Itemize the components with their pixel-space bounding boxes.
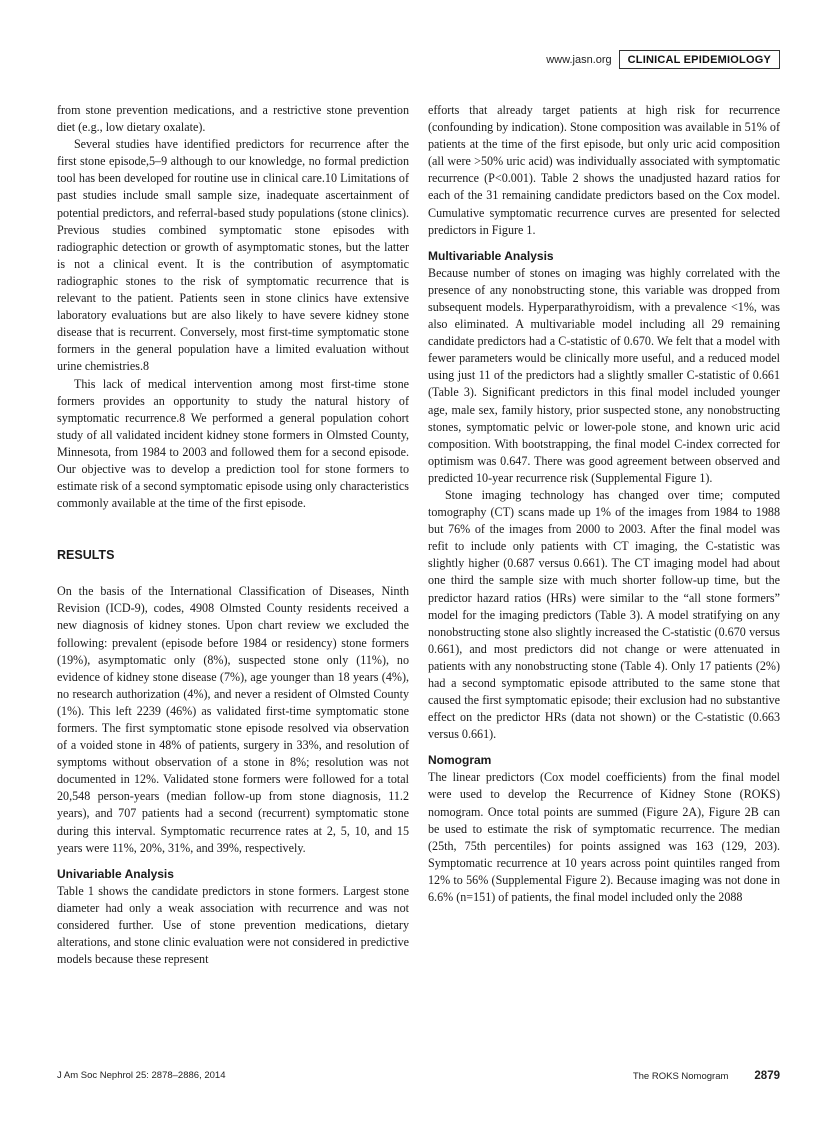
running-title: The ROKS Nomogram bbox=[632, 1071, 729, 1082]
footer-citation: J Am Soc Nephrol 25: 2878–2886, 2014 bbox=[57, 1070, 226, 1081]
footer-right bbox=[633, 1070, 780, 1082]
paragraph: Table 1 shows the candidate predictors in stone formers. Largest stone diameter had only a weak association with recurrence and was not considered further. Use of stone prevention medications, dietary alterations, and stone clinic evaluation were not considered in predictive models because these represent bbox=[57, 883, 409, 967]
section-label: CLINICAL EPIDEMIOLOGY bbox=[619, 50, 780, 69]
paragraph: The linear predictors (Cox model coefficients) from the final model were used to develop the Recurrence of Kidney Stone (ROKS) nomogram. Once total points are summed (Figure 2A), Figure 2B can be used to estimate the risk of symptomatic recurrence. The median (25th, 75th percentiles) for points assigned was 163 (129, 203). Symptomatic recurrence at 10 years across point quintiles ranged from 12% to 56% (Supplemental Figure 2). Because imaging was not done in 6.6% (n=151) of patients, the final model included only the 2088 bbox=[428, 770, 780, 905]
journal-url: www.jasn.org bbox=[546, 54, 612, 66]
multivariable-heading: Multivariable Analysis bbox=[428, 248, 554, 263]
paragraph: On the basis of the International Classification of Diseases, Ninth Revision (ICD-9), codes, 4908 Olmsted County residents received a new diagnosis of kidney stones. Upon chart review we excluded the following: prevalent (episode before 1984 or residency) stone formers (19%), asymptomatic only (8%), suspected stone only (11%), no evidence of kidney stone disease (7%), age younger than 18 years (4%), no research authorization (4%), and never a resident of Olmsted County (1%). This left 2239 (46%) as validated first-time symptomatic stone formers. The first symptomatic stone episode resolved via observation of a voided stone in 48% of patients, surgery in 33%, and resolution of symptoms without observation of a stone in 8%; resolution was not documented in 12%. Validated stone formers were followed for a total 20,548 person-years (median follow-up from stone diagnosis, 11.2 years), and 707 patients had a second (recurrent) symptomatic stone during this interval. Symptomatic recurrence rates at 2, 5, 10, and 15 years were 11%, 20%, 31%, and 39%, respectively. bbox=[57, 584, 409, 855]
paragraph: Stone imaging technology has changed over time; computed tomography (CT) scans made up 1% of the images from 1984 to 1988 but 76% of the images from 2000 to 2003. After the final model was refit to include only patients with CT imaging, the C-statistic was slightly higher (0.687 versus 0.661). The CT imaging model had about one third the sample size with much shorter follow-up time, but the predictor hazard ratios (HRs) were similar to the “all stone formers” model for the imaging predictors (Table 3). A model stratifying on any nonobstructing stone also slightly increased the C-statistic (0.670 versus 0.661), and most predictors did not change or were attenuated in patients with any nonobstructing stone (Table 4). Only 17 patients (2%) had a second symptomatic episode attributed to the same stone that caused the first symptomatic episode; their exclusion had no substantive effect on the predictor HRs (data not shown) or the C-statistic (0.663 versus 0.661). bbox=[428, 487, 780, 742]
page-number: 2879 bbox=[754, 1070, 780, 1082]
right-column bbox=[428, 102, 780, 906]
paragraph: from stone prevention medications, and a restrictive stone prevention diet (e.g., low dietary oxalate). bbox=[57, 103, 409, 135]
paragraph: Because number of stones on imaging was highly correlated with the presence of any nonobstructing stone, this variable was dropped from subsequent models. Hyperparathyroidism, with a prevalence <1%, was also eliminated. A multivariable model including all 29 remaining candidate predictors had a C-statistic of 0.670. We felt that a model with fewer parameters would be clinically more useful, and a reduced model using just 11 of the predictors had a slightly smaller C-statistic of 0.661 (Table 3). Significant predictors in this final model included younger age, male sex, family history, prior suspected stone, any nonobstructing stones, symptomatic pelvic or lower-pole stone, and known uric acid composition. With bootstrapping, the final model C-index corrected for optimism was 0.647. There was good agreement between observed and predicted 10-year recurrence risk (Supplemental Figure 1). bbox=[428, 265, 780, 485]
paragraph: Several studies have identified predictors for recurrence after the first stone episode,5–9 although to our knowledge, no formal prediction tool has been developed for routine use in clinical care.10 Limitations of past studies include small sample size, inadequate ascertainment of potential predictors, and referral-based study populations (stone clinics). Previous studies combined symptomatic stone episodes with radiographic detection or growth of asymptomatic stones, but the latter is not a clinical event. It is the contribution of asymptomatic radiographic stones to the risk of symptomatic recurrence that is relevant to the patient. Patients seen in stone clinics have extensive laboratory evaluations but are also likely to have severe kidney stone disease that is recurrent. Conversely, most first-time symptomatic stone formers in the general population have a limited evaluation without urine chemistries.8 bbox=[57, 137, 409, 374]
results-heading: RESULTS bbox=[57, 548, 115, 563]
left-column bbox=[57, 102, 409, 968]
paragraph: efforts that already target patients at high risk for recurrence (confounding by indication). Stone composition was available in 51% of patients at the time of the first episode, but only uric acid composition (all were >50% uric acid) was individually associated with symptomatic recurrence (P<0.001). Table 2 shows the unadjusted hazard ratios for each of the 31 remaining candidate predictors based on the Cox model. Cumulative symptomatic recurrence curves are presented for selected predictors in Figure 1. bbox=[428, 103, 780, 237]
nomogram-heading: Nomogram bbox=[428, 753, 492, 768]
running-header bbox=[546, 50, 780, 69]
paragraph: This lack of medical intervention among most first-time stone formers provides an opportunity to study the natural history of symptomatic recurrence.8 We performed a general population cohort study of all validated incident kidney stone formers in Olmsted County, Minnesota, from 1984 to 2003 and followed them for a second episode. Our objective was to develop a prediction tool for stone formers to estimate risk of a second symptomatic episode using only characteristics commonly available at the time of the first episode. bbox=[57, 376, 409, 511]
univariable-heading: Univariable Analysis bbox=[57, 866, 174, 881]
